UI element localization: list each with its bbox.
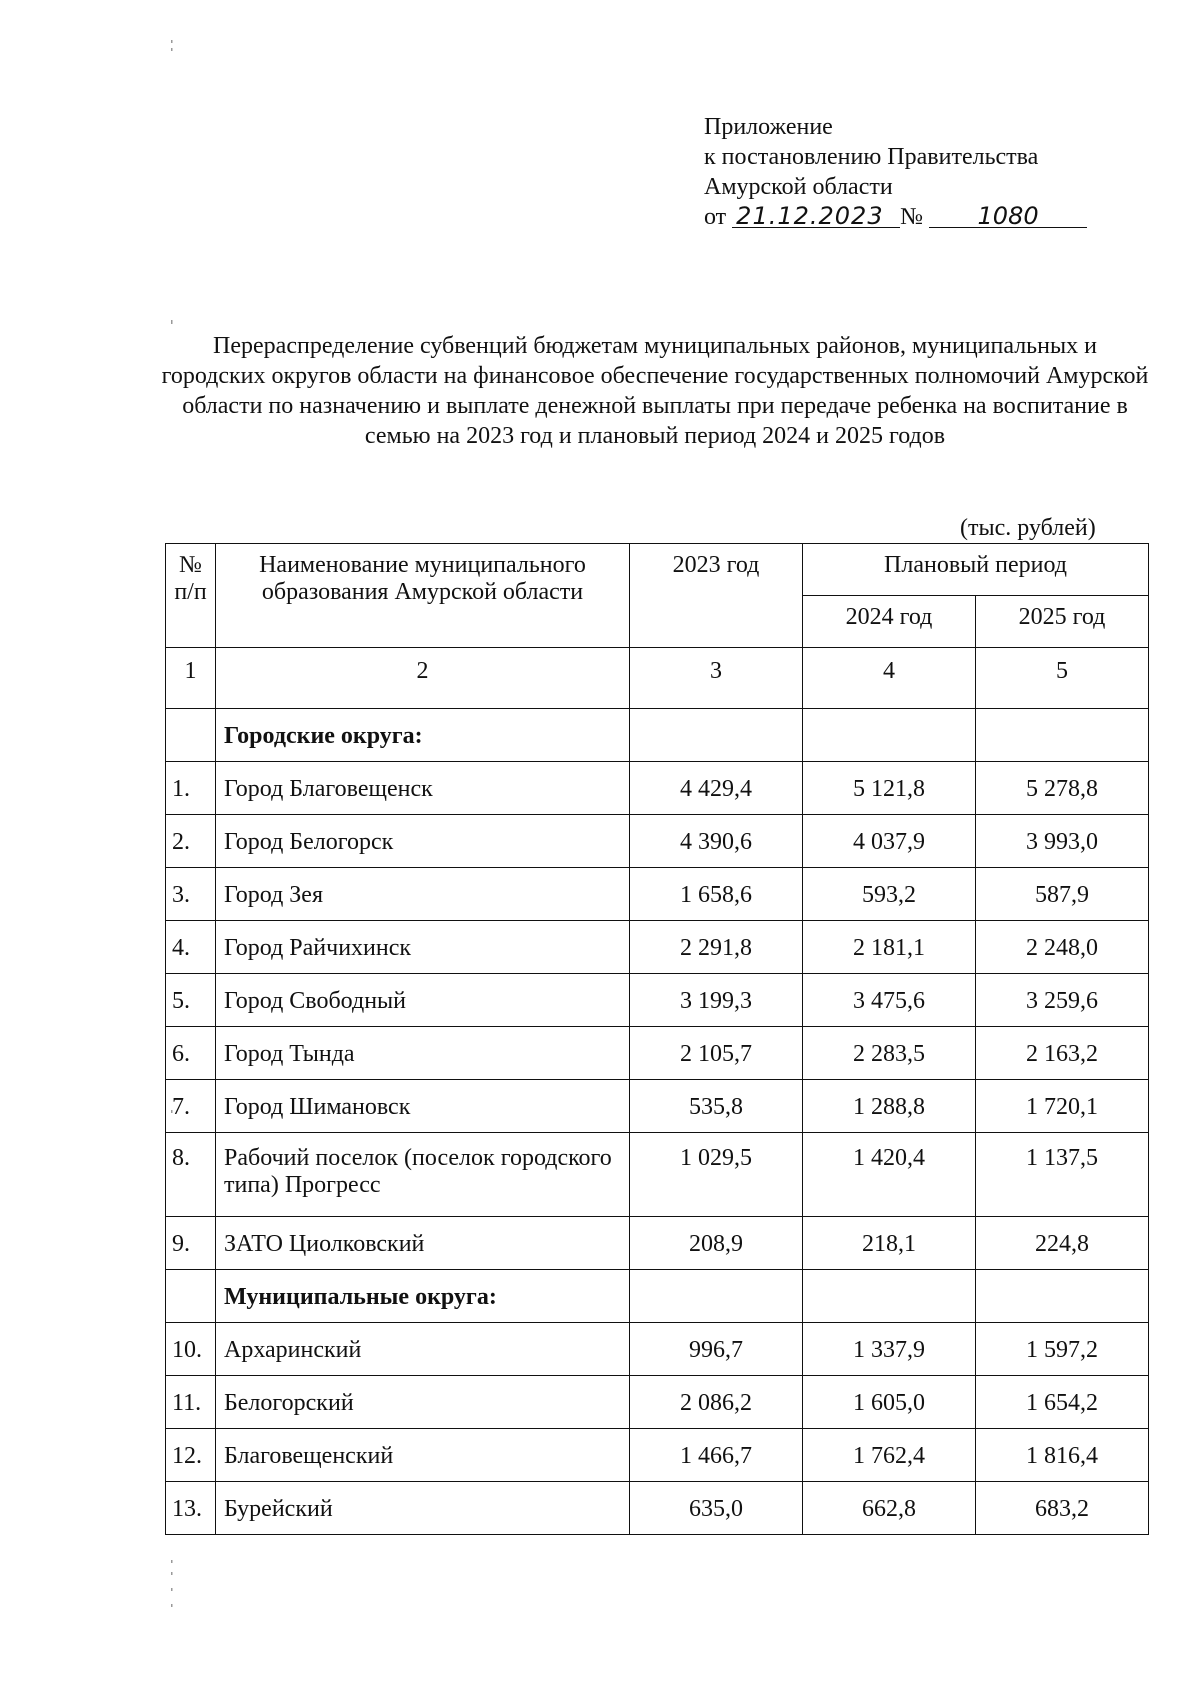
value-2023: 208,9 — [630, 1217, 803, 1270]
value-2025: 2 163,2 — [976, 1027, 1149, 1080]
row-number: 2. — [166, 815, 216, 868]
value-2025: 5 278,8 — [976, 762, 1149, 815]
row-number: 8. — [166, 1133, 216, 1217]
row-name: Город Зея — [216, 868, 630, 921]
value-2023: 1 658,6 — [630, 868, 803, 921]
table-row — [166, 762, 1149, 815]
row-name: Архаринский — [216, 1323, 630, 1376]
header-2023: 2023 год — [630, 544, 803, 648]
row-name: Город Тында — [216, 1027, 630, 1080]
row-name: Благовещенский — [216, 1429, 630, 1482]
value-2023: 1 466,7 — [630, 1429, 803, 1482]
value-2024: 1 605,0 — [803, 1376, 976, 1429]
value-2023 — [630, 1270, 803, 1323]
value-2023: 996,7 — [630, 1323, 803, 1376]
value-2025: 1 654,2 — [976, 1376, 1149, 1429]
table-row — [166, 921, 1149, 974]
index-cell: 5 — [976, 648, 1149, 709]
row-name: Город Свободный — [216, 974, 630, 1027]
row-number: 6. — [166, 1027, 216, 1080]
appendix-region: Амурской области — [704, 174, 893, 200]
table-row — [166, 1482, 1149, 1535]
row-name: Город Шимановск — [216, 1080, 630, 1133]
value-2023: 2 086,2 — [630, 1376, 803, 1429]
row-number: 10. — [166, 1323, 216, 1376]
index-cell: 3 — [630, 648, 803, 709]
units-label: (тыс. рублей) — [960, 515, 1096, 541]
row-name: Город Благовещенск — [216, 762, 630, 815]
value-2024 — [803, 1270, 976, 1323]
table-row — [166, 974, 1149, 1027]
subsidy-table — [165, 543, 1149, 1535]
row-number: 9. — [166, 1217, 216, 1270]
value-2024: 218,1 — [803, 1217, 976, 1270]
value-2024: 2 283,5 — [803, 1027, 976, 1080]
appendix-reference: к постановлению Правительства — [704, 144, 1039, 170]
scan-mark — [171, 320, 173, 328]
header-2025: 2025 год — [976, 596, 1149, 648]
appendix-label: Приложение — [704, 114, 833, 140]
row-number: 4. — [166, 921, 216, 974]
row-number: 12. — [166, 1429, 216, 1482]
value-2025: 2 248,0 — [976, 921, 1149, 974]
value-2025: 224,8 — [976, 1217, 1149, 1270]
table-row — [166, 1323, 1149, 1376]
value-2023: 3 199,3 — [630, 974, 803, 1027]
value-2025: 3 993,0 — [976, 815, 1149, 868]
index-cell: 2 — [216, 648, 630, 709]
value-2023: 535,8 — [630, 1080, 803, 1133]
handwritten-number: 1080 — [929, 205, 1087, 228]
row-name: Бурейский — [216, 1482, 630, 1535]
row-name: Город Белогорск — [216, 815, 630, 868]
value-2024: 1 288,8 — [803, 1080, 976, 1133]
row-name: Муниципальные округа: — [216, 1270, 630, 1323]
value-2024: 1 762,4 — [803, 1429, 976, 1482]
row-number: 11. — [166, 1376, 216, 1429]
row-number: 5. — [166, 974, 216, 1027]
value-2023: 4 429,4 — [630, 762, 803, 815]
value-2024: 3 475,6 — [803, 974, 976, 1027]
value-2025: 1 597,2 — [976, 1323, 1149, 1376]
value-2024 — [803, 709, 976, 762]
value-2023: 635,0 — [630, 1482, 803, 1535]
value-2025: 587,9 — [976, 868, 1149, 921]
row-number — [166, 709, 216, 762]
table-row — [166, 1133, 1149, 1217]
value-2023: 1 029,5 — [630, 1133, 803, 1217]
row-number: 7. — [166, 1080, 216, 1133]
table-body — [166, 709, 1149, 1535]
value-2024: 1 337,9 — [803, 1323, 976, 1376]
handwritten-date: 21.12.2023 — [732, 205, 900, 228]
header-2024: 2024 год — [803, 596, 976, 648]
row-number: 13. — [166, 1482, 216, 1535]
index-cell: 1 — [166, 648, 216, 709]
table-row — [166, 1080, 1149, 1133]
value-2024: 5 121,8 — [803, 762, 976, 815]
value-2025: 1 720,1 — [976, 1080, 1149, 1133]
section-row — [166, 709, 1149, 762]
date-prefix: от — [704, 204, 727, 230]
value-2025: 683,2 — [976, 1482, 1149, 1535]
value-2024: 2 181,1 — [803, 921, 976, 974]
value-2024: 662,8 — [803, 1482, 976, 1535]
value-2023: 2 105,7 — [630, 1027, 803, 1080]
table-row — [166, 1429, 1149, 1482]
row-name: Рабочий поселок (поселок городского типа) Прогресс — [216, 1133, 630, 1217]
table-row — [166, 1217, 1149, 1270]
value-2023: 2 291,8 — [630, 921, 803, 974]
table-row — [166, 1376, 1149, 1429]
value-2025: 1 137,5 — [976, 1133, 1149, 1217]
table-row — [166, 1027, 1149, 1080]
column-index-row — [166, 648, 1149, 709]
header-no: № п/п — [166, 544, 216, 648]
row-name: Городские округа: — [216, 709, 630, 762]
row-number — [166, 1270, 216, 1323]
table-row — [166, 868, 1149, 921]
value-2025: 3 259,6 — [976, 974, 1149, 1027]
row-number: 1. — [166, 762, 216, 815]
value-2024: 4 037,9 — [803, 815, 976, 868]
value-2023: 4 390,6 — [630, 815, 803, 868]
value-2024: 593,2 — [803, 868, 976, 921]
header-planned: Плановый период — [803, 544, 1149, 596]
section-row — [166, 1270, 1149, 1323]
row-name: ЗАТО Циолковский — [216, 1217, 630, 1270]
value-2025: 1 816,4 — [976, 1429, 1149, 1482]
value-2024: 1 420,4 — [803, 1133, 976, 1217]
appendix-date-line — [704, 202, 1087, 232]
number-sign: № — [900, 204, 924, 230]
document-title: Перераспределение субвенций бюджетам муниципальных районов, муниципальных и городских округов области на финансовое обеспечение государственных полномочий Амурской области по назначению и выплате денежной выплаты при передаче ребенка на воспитание в семью на 2023 год и плановый период 2024 и 2025 годов — [161, 333, 1149, 449]
index-cell: 4 — [803, 648, 976, 709]
row-name: Город Райчихинск — [216, 921, 630, 974]
scan-mark — [171, 1560, 173, 1620]
appendix-block — [704, 112, 1087, 232]
table-row — [166, 815, 1149, 868]
value-2023 — [630, 709, 803, 762]
value-2025 — [976, 709, 1149, 762]
value-2025 — [976, 1270, 1149, 1323]
header-name: Наименование муниципального образования Амурской области — [216, 544, 630, 648]
row-number: 3. — [166, 868, 216, 921]
scan-mark — [171, 40, 173, 54]
row-name: Белогорский — [216, 1376, 630, 1429]
